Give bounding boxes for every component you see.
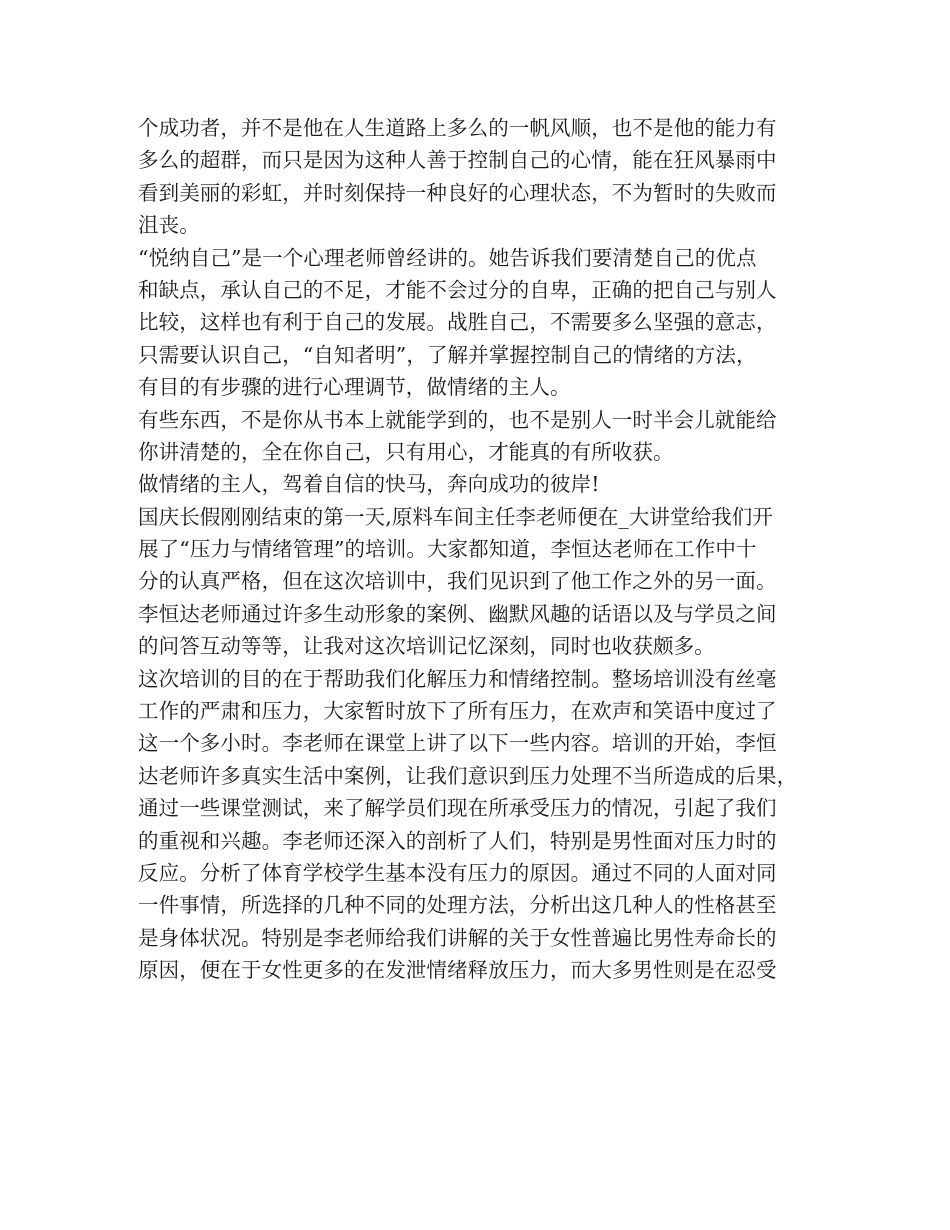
- text-line: 通过一些课堂测试，来了解学员们现在所承受压力的情况，引起了我们: [138, 796, 777, 821]
- text-line: 沮丧。: [138, 213, 200, 238]
- text-line: 个成功者，并不是他在人生道路上多么的一帆风顺，也不是他的能力有: [138, 116, 777, 140]
- text-line: 反应。分析了体育学校学生基本没有压力的原因。通过不同的人面对同: [138, 860, 777, 885]
- text-line: 和缺点，承认自己的不足，才能不会过分的自卑，正确的把自己与别人: [138, 277, 777, 302]
- text-line: 一件事情，所选择的几种不同的处理方法，分析出这几种人的性格甚至: [138, 893, 777, 918]
- text-line: 国庆长假刚刚结束的第一天,原料车间主任李老师便在_大讲堂给我们开: [138, 504, 773, 529]
- text-line: 你讲清楚的，全在你自己，只有用心，才能真的有所收获。: [138, 439, 674, 464]
- text-line: 达老师许多真实生活中案例，让我们意识到压力处理不当所造成的后果，: [138, 763, 798, 788]
- text-line: 比较，这样也有利于自己的发展。战胜自己，不需要多么坚强的意志，: [138, 310, 777, 335]
- text-line: 多么的超群，而只是因为这种人善于控制自己的心情，能在狂风暴雨中: [138, 148, 777, 173]
- text-line: 只需要认识自己，“自知者明”，了解并掌握控制自己的情绪的方法，: [138, 342, 757, 367]
- text-line: 原因，便在于女性更多的在发泄情绪释放压力，而大多男性则是在忍受: [138, 958, 777, 983]
- text-line: 看到美丽的彩虹，并时刻保持一种良好的心理状态，不为暂时的失败而: [138, 180, 777, 205]
- text-line: 是身体状况。特别是李老师给我们讲解的关于女性普遍比男性寿命长的: [138, 925, 777, 950]
- text-line: 有些东西，不是你从书本上就能学到的，也不是别人一时半会儿就能给: [138, 407, 777, 432]
- text-line: 展了“压力与情绪管理”的培训。大家都知道，李恒达老师在工作中十: [138, 537, 757, 562]
- text-line: 的重视和兴趣。李老师还深入的剖析了人们，特别是男性面对压力时的: [138, 828, 777, 853]
- text-line: 分的认真严格，但在这次培训中，我们见识到了他工作之外的另一面。: [138, 569, 777, 594]
- text-line: 工作的严肃和压力，大家暂时放下了所有压力，在欢声和笑语中度过了: [138, 699, 777, 724]
- body-text: [138, 112, 818, 987]
- text-line: “悦纳自己”是一个心理老师曾经讲的。她告诉我们要清楚自己的优点: [138, 245, 757, 270]
- text-line: 这一个多小时。李老师在课堂上讲了以下一些内容。培训的开始，李恒: [138, 731, 777, 756]
- text-line: 做情绪的主人，驾着自信的快马，奔向成功的彼岸!: [138, 472, 600, 497]
- text-line: 的问答互动等等，让我对这次培训记忆深刻，同时也收获颇多。: [138, 634, 715, 659]
- text-line: 这次培训的目的在于帮助我们化解压力和情绪控制。整场培训没有丝毫: [138, 666, 777, 691]
- text-line: 李恒达老师通过许多生动形象的案例、幽默风趣的话语以及与学员之间: [138, 601, 777, 626]
- text-line: 有目的有步骤的进行心理调节，做情绪的主人。: [138, 375, 571, 400]
